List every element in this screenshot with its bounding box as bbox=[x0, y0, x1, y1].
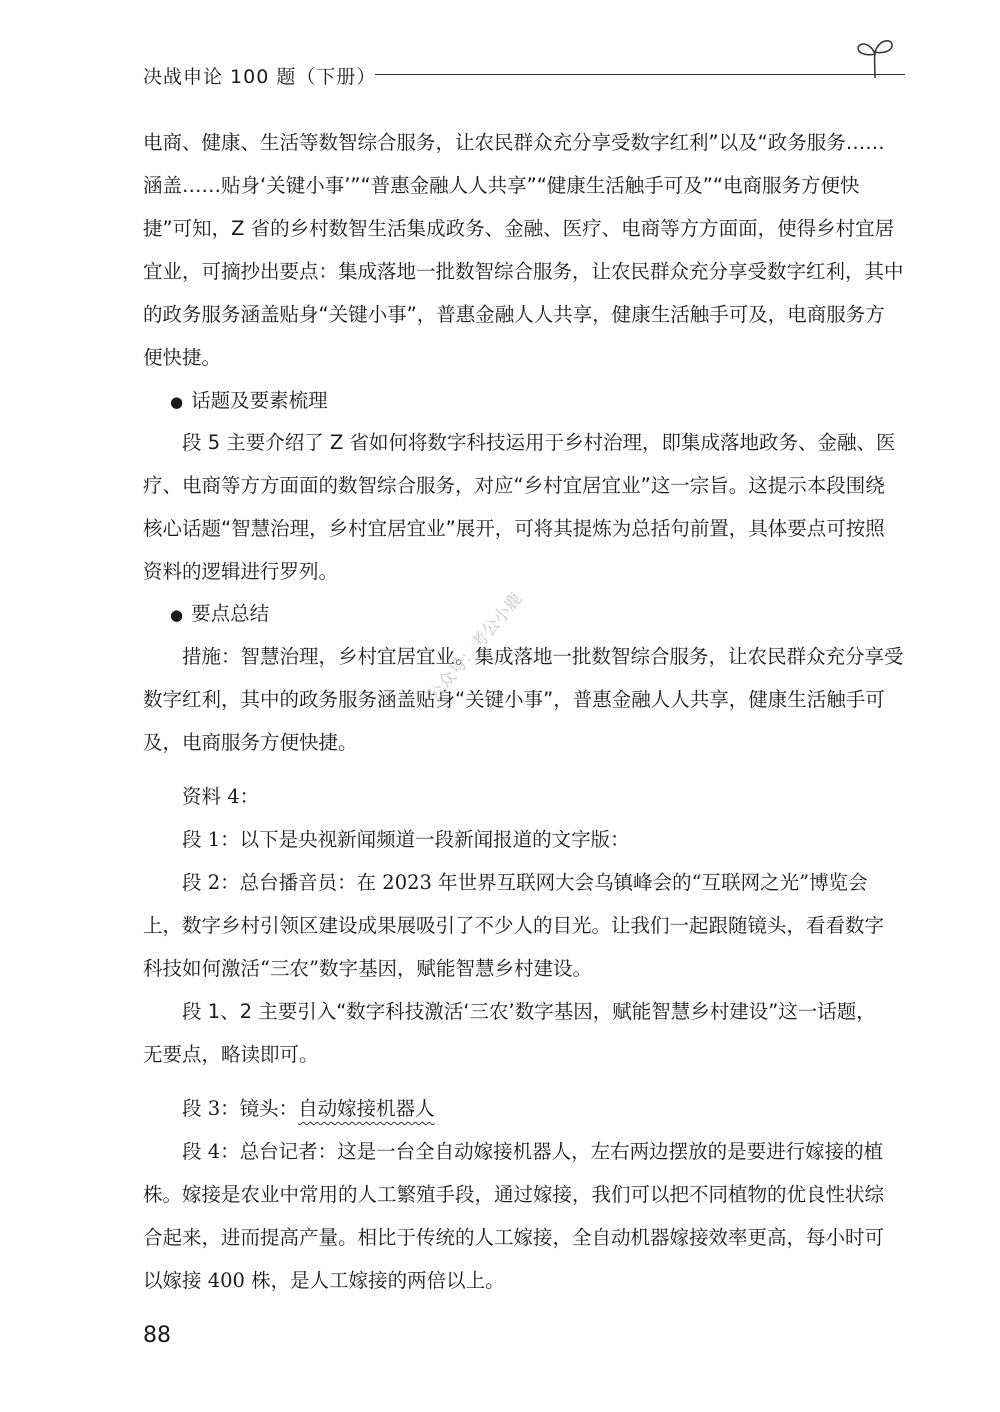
topic-line: 疗、电商等方方面面的数智综合服务，对应“乡村宜居宜业”这一宗旨。这提示本段围绕 bbox=[143, 474, 885, 497]
analysis-line: 段 1、2 主要引入“数字科技激活‘三农’数字基因，赋能智慧乡村建设”这一话题， bbox=[182, 1000, 876, 1023]
material-paragraph-2-line: 上，数字乡村引领区建设成果展吸引了不少人的目光。让我们一起跟随镜头，看看数字 bbox=[143, 914, 885, 937]
section-heading-summary bbox=[170, 599, 915, 630]
underlined-keyword: 自动嫁接机器人 bbox=[298, 1097, 435, 1120]
analysis-line: 无要点，略读即可。 bbox=[143, 1043, 319, 1066]
material-paragraph-4-line: 段 4：总台记者：这是一台全自动嫁接机器人，左右两边摆放的是要进行嫁接的植 bbox=[182, 1140, 884, 1163]
summary-line: 数字红利，其中的政务服务涵盖贴身“关键小事”，普惠金融人人共享，健康生活触手可 bbox=[143, 688, 885, 711]
material-paragraph-3 bbox=[182, 1094, 927, 1123]
watermark: 公众号：考公小鹿 bbox=[423, 589, 527, 707]
bullet-icon: ● bbox=[170, 393, 184, 411]
summary-line: 及，电商服务方便快捷。 bbox=[143, 731, 358, 754]
running-header bbox=[143, 60, 903, 96]
continuation-line: 宜业，可摘抄出要点：集成落地一批数智综合服务，让农民群众充分享受数字红利，其中 bbox=[143, 260, 904, 283]
material-paragraph-1: 段 1：以下是央视新闻频道一段新闻报道的文字版： bbox=[182, 828, 630, 851]
topic-line: 段 5 主要介绍了 Z 省如何将数字科技运用于乡村治理，即集成落地政务、金融、医 bbox=[182, 431, 896, 454]
continuation-line: 的政务服务涵盖贴身“关键小事”，普惠金融人人共享，健康生活触手可及，电商服务方 bbox=[143, 303, 885, 326]
heading-text: 话题及要素梳理 bbox=[191, 389, 328, 412]
page-number: 88 bbox=[143, 1323, 171, 1348]
material-paragraph-4-line: 合起来，进而提高产量。相比于传统的人工嫁接，全自动机器嫁接效率更高，每小时可 bbox=[143, 1226, 885, 1249]
book-title: 决战申论 100 题（下册） bbox=[143, 66, 377, 88]
header-rule bbox=[375, 74, 905, 75]
section-heading-topic bbox=[170, 386, 915, 417]
continuation-line: 便快捷。 bbox=[143, 346, 222, 369]
topic-line: 核心话题“智慧治理，乡村宜居宜业”展开，可将其提炼为总括句前置，具体要点可按照 bbox=[143, 517, 885, 540]
continuation-line: 涵盖……贴身‘关键小事’”“普惠金融人人共享”“健康生活触手可及”“电商服务方便快 bbox=[143, 174, 860, 197]
material-paragraph-4-line: 株。嫁接是农业中常用的人工繁殖手段，通过嫁接，我们可以把不同植物的优良性状综 bbox=[143, 1183, 885, 1206]
summary-line: 措施：智慧治理，乡村宜居宜业。集成落地一批数智综合服务，让农民群众充分享受 bbox=[182, 645, 904, 668]
heading-text: 要点总结 bbox=[191, 602, 270, 625]
material-paragraph-2-line: 段 2：总台播音员：在 2023 年世界互联网大会乌镇峰会的“互联网之光”博览会 bbox=[182, 871, 868, 894]
topic-line: 资料的逻辑进行罗列。 bbox=[143, 560, 339, 583]
continuation-line: 电商、健康、生活等数智综合服务，让农民群众充分享受数字红利”以及“政务服务…… bbox=[143, 131, 885, 154]
material-paragraph-4-line: 以嫁接 400 株，是人工嫁接的两倍以上。 bbox=[143, 1269, 505, 1292]
material-paragraph-2-line: 科技如何激活“三农”数字基因，赋能智慧乡村建设。 bbox=[143, 957, 592, 980]
continuation-line: 捷”可知，Z 省的乡村数智生活集成政务、金融、医疗、电商等方方面面，使得乡村宜居 bbox=[143, 217, 895, 240]
material-label: 资料 4： bbox=[182, 785, 260, 808]
sprout-icon bbox=[855, 34, 895, 80]
bullet-icon: ● bbox=[170, 606, 184, 624]
paragraph-3-prefix: 段 3：镜头： bbox=[182, 1097, 299, 1120]
